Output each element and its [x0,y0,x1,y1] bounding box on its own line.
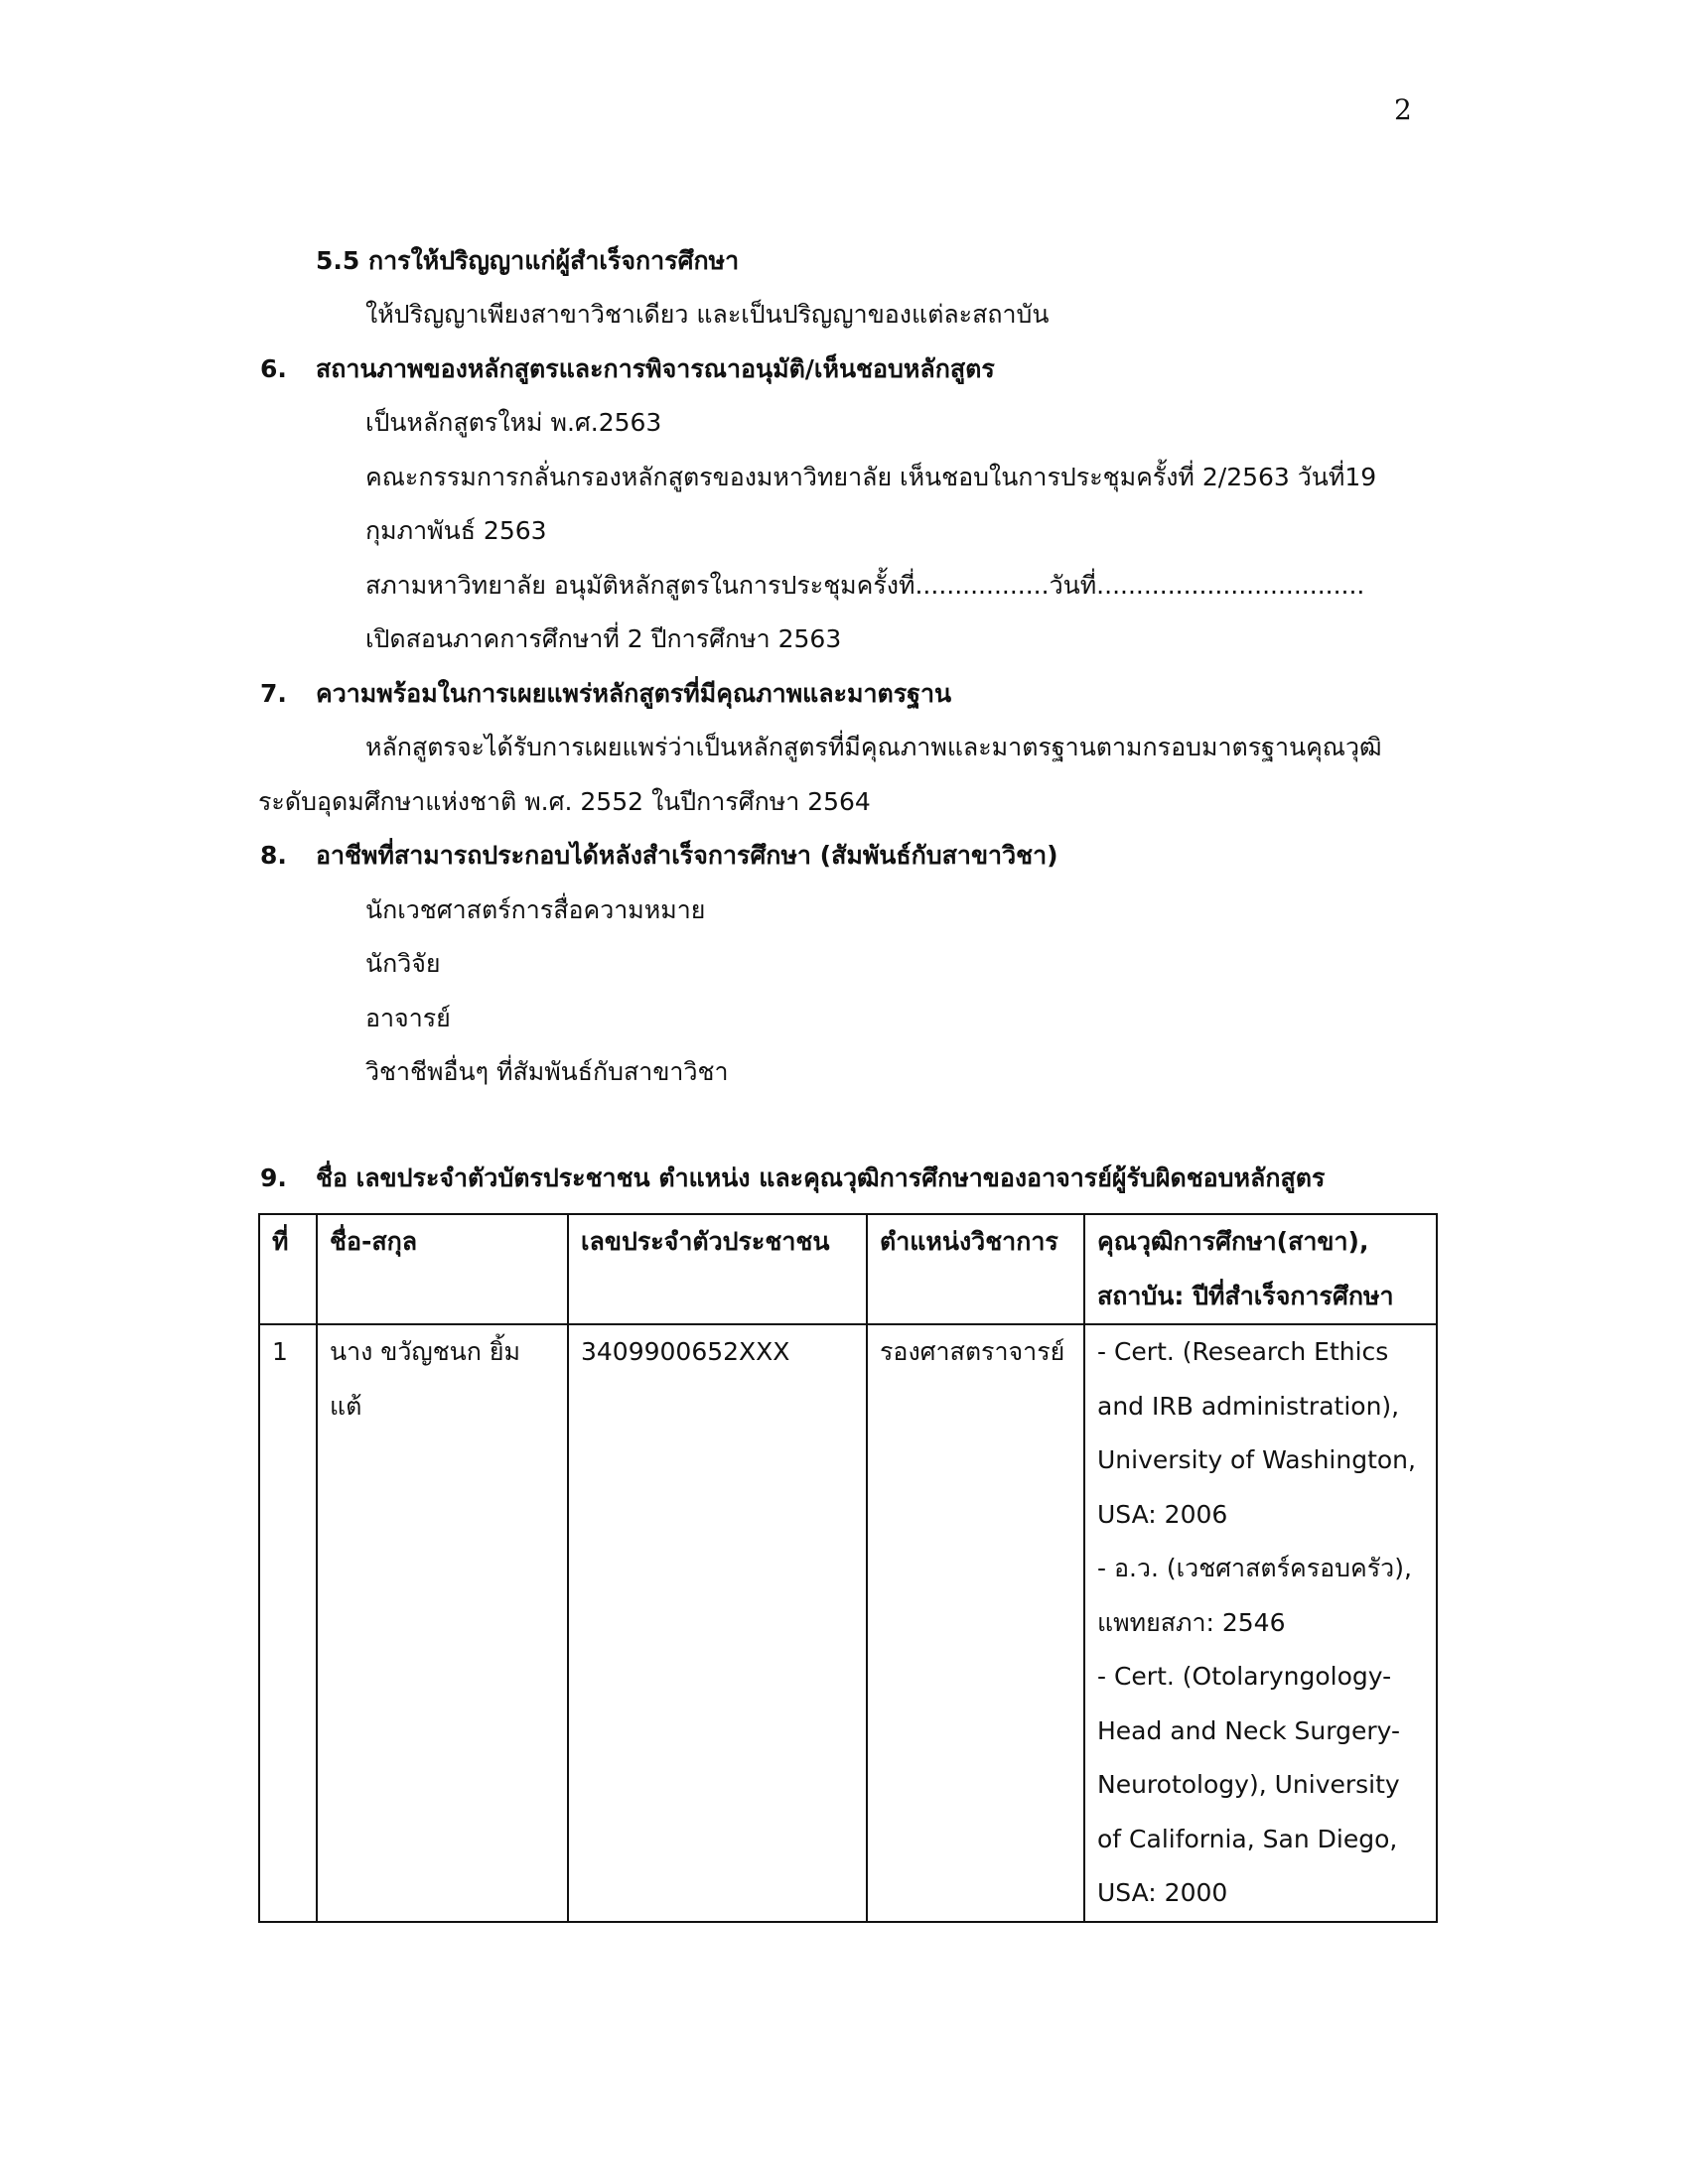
career-item: นักวิจัย [365,949,441,978]
cell-no: 1 [259,1324,317,1922]
qualification-line: - Cert. (Research Ethics [1097,1337,1389,1366]
table-row [259,1324,1437,1922]
qualification-line: - อ.ว. (เวชศาสตร์ครอบครัว), [1097,1554,1412,1582]
section-6-number: 6. [260,354,287,383]
cell-id: 3409900652XXX [568,1324,867,1922]
cell-name-line: แต้ [330,1391,362,1421]
header-id: เลขประจำตัวประชาชน [568,1214,867,1324]
section-7-heading: ความพร้อมในการเผยแพร่หลักสูตรที่มีคุณภาพและมาตรฐาน [316,679,952,708]
section-5-5-text: ให้ปริญญาเพียงสาขาวิชาเดียว และเป็นปริญญาของแต่ละสถาบัน [365,300,1050,329]
cell-position: รองศาสตราจารย์ [867,1324,1084,1922]
section-6-line: กุมภาพันธ์ 2563 [365,516,547,545]
section-6-line: สภามหาวิทยาลัย อนุมัติหลักสูตรในการประชุมครั้งที่.................วันที่.................................. [365,571,1365,600]
header-qualification-line: คุณวุฒิการศึกษา(สาขา), [1097,1227,1369,1256]
table-header-row [259,1214,1437,1324]
section-6-line: เปิดสอนภาคการศึกษาที่ 2 ปีการศึกษา 2563 [365,624,842,653]
section-8-number: 8. [260,841,287,870]
qualification-line: Neurotology), University [1097,1770,1400,1799]
section-9-number: 9. [260,1163,287,1192]
faculty-table [258,1213,1438,1923]
section-9-heading: ชื่อ เลขประจำตัวบัตรประชาชน ตำแหน่ง และคุณวุฒิการศึกษาของอาจารย์ผู้รับผิดชอบหลักสูตร [316,1163,1326,1192]
career-item: นักเวชศาสตร์การสื่อความหมาย [365,895,706,924]
career-item: อาจารย์ [365,1004,451,1032]
header-qualification-line: สถาบัน: ปีที่สำเร็จการศึกษา [1097,1281,1394,1310]
qualification-line: - Cert. (Otolaryngology- [1097,1662,1392,1691]
section-6-heading: สถานภาพของหลักสูตรและการพิจารณาอนุมัติ/เห็นชอบหลักสูตร [316,354,995,383]
header-position: ตำแหน่งวิชาการ [867,1214,1084,1324]
career-item: วิชาชีพอื่นๆ ที่สัมพันธ์กับสาขาวิชา [365,1057,729,1086]
page-number: 2 [1394,93,1412,126]
qualification-line: and IRB administration), [1097,1391,1400,1421]
header-no: ที่ [259,1214,317,1324]
cell-name-line: นาง ขวัญชนก ยิ้ม [330,1337,520,1366]
section-8-heading: อาชีพที่สามารถประกอบได้หลังสำเร็จการศึกษา (สัมพันธ์กับสาขาวิชา) [316,841,1058,870]
section-7-paragraph-line: ระดับอุดมศึกษาแห่งชาติ พ.ศ. 2552 ในปีการศึกษา 2564 [258,787,871,816]
qualification-line: USA: 2006 [1097,1499,1228,1529]
section-6-line: คณะกรรมการกลั่นกรองหลักสูตรของมหาวิทยาลัย เห็นชอบในการประชุมครั้งที่ 2/2563 วันที่19 [365,463,1377,491]
qualification-line: Head and Neck Surgery- [1097,1715,1401,1745]
qualification-line: of California, San Diego, [1097,1824,1398,1853]
cell-qualification [1084,1324,1437,1922]
header-qualification [1084,1214,1437,1324]
qualification-line: แพทยสภา: 2546 [1097,1607,1286,1637]
cell-name [317,1324,568,1922]
section-7-paragraph-line: หลักสูตรจะได้รับการเผยแพร่ว่าเป็นหลักสูตรที่มีคุณภาพและมาตรฐานตามกรอบมาตรฐานคุณวุฒิ [365,733,1382,761]
section-6-line: เป็นหลักสูตรใหม่ พ.ศ.2563 [365,408,662,437]
qualification-line: University of Washington, [1097,1445,1416,1474]
section-5-5-heading: 5.5 การให้ปริญญาแก่ผู้สำเร็จการศึกษา [316,246,740,275]
header-name: ชื่อ-สกุล [317,1214,568,1324]
section-7-number: 7. [260,679,287,708]
qualification-line: USA: 2000 [1097,1878,1228,1907]
